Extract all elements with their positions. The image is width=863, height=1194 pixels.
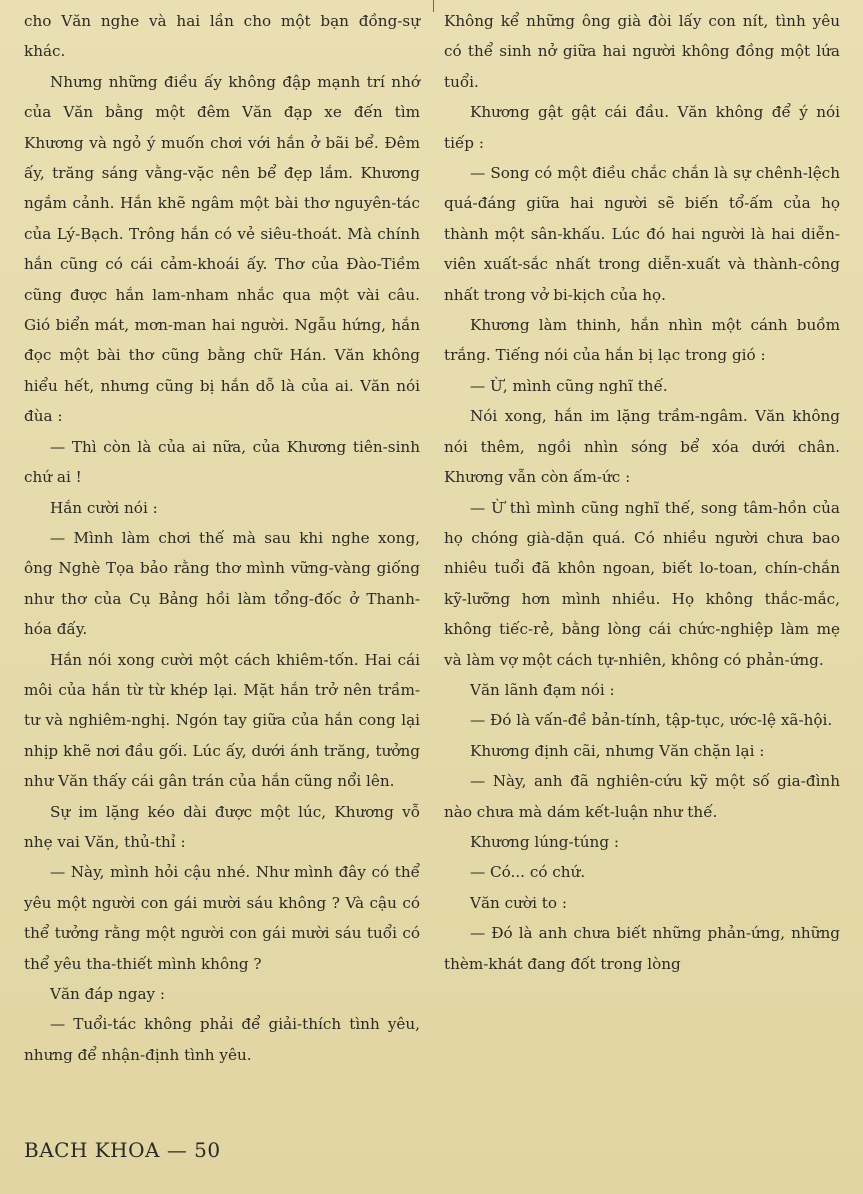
right-column [444, 6, 840, 979]
paragraph: Hắn cười nói : [50, 498, 158, 517]
paragraph: Văn lãnh đạm nói : [470, 680, 615, 699]
paragraph: — Này, mình hỏi cậu nhé. Như mình đây có thể yêu một người con gái mười sáu không ? Và cậu có thể tưởng rằng một người con gái mười sáu tuổi có thể yêu tha-thiết mình không ? [24, 863, 420, 973]
paragraph: Văn cười to : [470, 893, 567, 912]
paragraph: — Mình làm chơi thế mà sau khi nghe xong, ông Nghè Tọa bảo rằng thơ mình vững-vàng giống như thơ của Cụ Bảng hồi làm tổng-đốc ở Thanh-hóa đấy. [24, 528, 420, 639]
paragraph: Văn đáp ngay : [50, 985, 166, 1003]
paragraph: — Song có một điều chắc chắn là sự chênh-lệch quá-đáng giữa hai người sẽ biến tổ-ấm của họ thành một sân-khấu. Lúc đó hai người là hai diễn-viên xuất-sắc nhất trong diễn-xuất và thành-công nhất trong vở bi-kịch của họ. [444, 164, 840, 304]
paragraph: Khương làm thinh, hắn nhìn một cánh buồm trắng. Tiếng nói của hắn bị lạc trong gió : [444, 316, 840, 365]
paragraph: — Ừ thì mình cũng nghĩ thế, song tâm-hồn của họ chóng già-dặn quá. Có nhiều người chưa bao nhiêu tuổi đã khôn ngoan, biết lo-toan, chín-chắn kỹ-lưỡng hơn mình nhiều. Họ không thắc-mắc, không tiếc-rẻ, bằng lòng cái chức-nghiệp làm mẹ và làm vợ một cách tự-nhiên, không có phản-ứng. [444, 498, 840, 669]
paragraph: cho Văn nghe và hai lần cho một bạn đồng-sự khác. [24, 12, 420, 61]
paragraph: — Có... có chứ. [470, 863, 586, 882]
paragraph: Hắn nói xong cười một cách khiêm-tốn. Hai cái môi của hắn từ từ khép lại. Mặt hắn trở nên trầm-tư và nghiêm-nghị. Ngón tay giữa của hắn cong lại nhịp khẽ nơi đầu gối. Lúc ấy, dưới ánh trăng, tưởng như Văn thấy cái gân trán của hắn cũng nổi lên. [24, 650, 420, 791]
paragraph: — Tuổi-tác không phải để giải-thích tình yêu, nhưng để nhận-định tình yêu. [24, 1015, 420, 1064]
page-footer: BACH KHOA — 50 [24, 1138, 221, 1162]
column-divider-mark [433, 0, 434, 12]
paragraph: Khương định cãi, nhưng Văn chặn lại : [470, 741, 765, 760]
paragraph: Không kể những ông già đòi lấy con nít, tình yêu có thể sinh nở giữa hai người không đồng một lứa tuổi. [444, 12, 840, 91]
paragraph: Sự im lặng kéo dài được một lúc, Khương vỗ nhẹ vai Văn, thủ-thỉ : [24, 802, 420, 851]
paragraph: — Thì còn là của ai nữa, của Khương tiên-sinh chứ ai ! [24, 437, 420, 487]
paragraph: Khương gật gật cái đầu. Văn không để ý nói tiếp : [444, 103, 840, 152]
paragraph: Nhưng những điều ấy không đập mạnh trí nhớ của Văn bằng một đêm Văn đạp xe đến tìm Khương và ngỏ ý muốn chơi với hắn ở bãi bể. Đêm ấy, trăng sáng vằng-vặc nên bể đẹp lắm. Khương ngắm cảnh. Hắn khẽ ngâm một bài thơ nguyên-tác của Lý-Bạch. Trông hắn có vẻ siêu-thoát. Mà chính hắn cũng có cái cảm-khoái ấy. Thơ của Đào-Tiềm cũng được hắn lam-nham nhắc qua một vài câu. Gió biển mát, mơn-man hai người. Ngẫu hứng, hắn đọc một bài thơ cũng bằng chữ Hán. Văn không hiểu hết, nhưng cũng bị hắn dỗ là của ai. Văn nói đùa : [24, 72, 420, 426]
paragraph: Khương lúng-túng : [470, 832, 619, 851]
paragraph: — Đó là vấn-đề bản-tính, tập-tục, ước-lệ xã-hội. [470, 711, 833, 730]
left-column [24, 6, 420, 1070]
paragraph: — Đó là anh chưa biết những phản-ứng, những thèm-khát đang đốt trong lòng [444, 924, 840, 973]
paragraph: — Này, anh đã nghiên-cứu kỹ một số gia-đình nào chưa mà dám kết-luận như thế. [444, 772, 840, 821]
paragraph: — Ừ, mình cũng nghĩ thế. [470, 376, 668, 395]
paragraph: Nói xong, hắn im lặng trầm-ngâm. Văn không nói thêm, ngồi nhìn sóng bể xóa dưới chân. Khương vẫn còn ấm-ức : [444, 407, 840, 487]
